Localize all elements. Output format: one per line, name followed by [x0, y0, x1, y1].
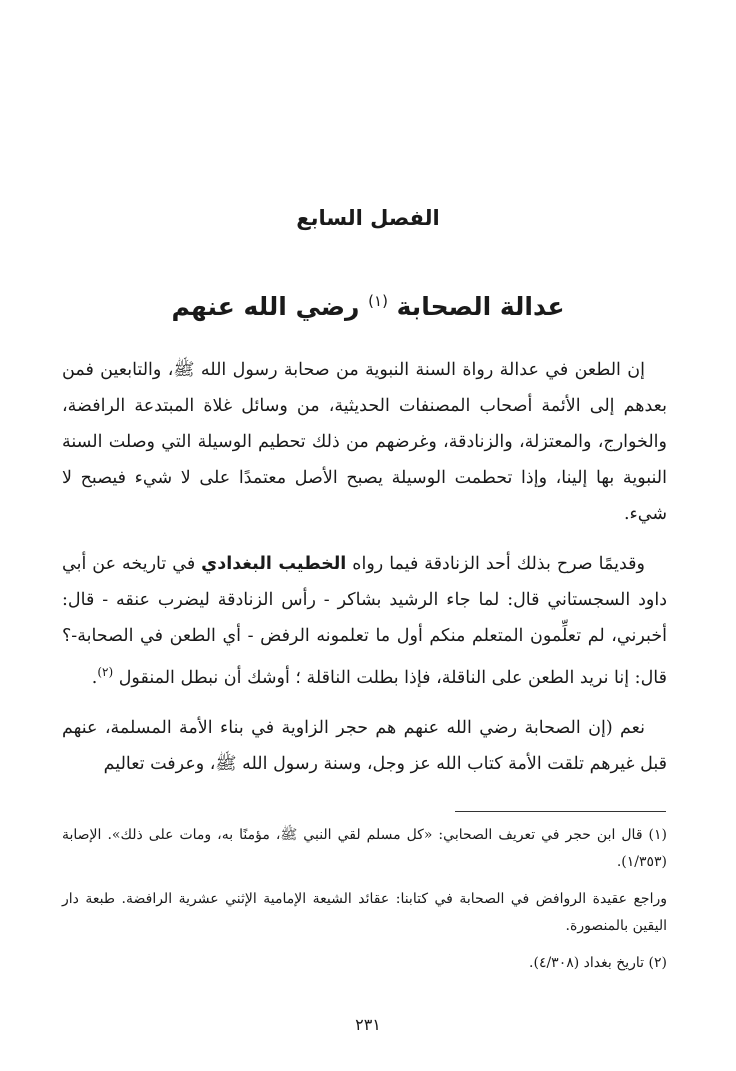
paragraph-3: نعم (إن الصحابة رضي الله عنهم هم حجر الزاوية في بناء الأمة المسلمة، عنهم قبل غيرهم تلقت الأمة كتاب الله عز وجل، وسنة رسول الله ﷺ، وعرفت تعاليم — [62, 718, 667, 774]
footnotes — [62, 822, 667, 987]
footnote-2: (٢) تاريخ بغداد (٤/٣٠٨). — [529, 955, 667, 971]
scholar-name: الخطيب البغدادي — [201, 554, 347, 574]
body-text — [62, 352, 667, 796]
footnote-ref-2: (٢) — [97, 665, 114, 679]
footnote-1: (١) قال ابن حجر في تعريف الصحابي: «كل مسلم لقي النبي ﷺ، مؤمنًا به، ومات على ذلك». الإصابة (١/٣٥٣). — [62, 827, 667, 870]
chapter-title — [0, 280, 736, 328]
chapter-title-main: عدالة الصحابة — [396, 292, 565, 321]
footnote-1-continued: وراجع عقيدة الروافض في الصحابة في كتابنا: عقائد الشيعة الإمامية الإثني عشرية الرافضة. طبعة دار اليقين بالمنصورة. — [62, 891, 667, 934]
footnote-ref-1: (١) — [368, 292, 388, 310]
paragraph-2-start: وقديمًا صرح بذلك أحد الزنادقة فيما رواه — [352, 554, 645, 574]
chapter-title-tail: رضي الله عنهم — [171, 292, 360, 321]
paragraph-1: إن الطعن في عدالة رواة السنة النبوية من صحابة رسول الله ﷺ، والتابعين فمن بعدهم إلى الأئمة أصحاب المصنفات الحديثية، من وسائل غلاة المبتدعة الرافضة، والخوارج، والمعتزلة، والزنادقة، وغرضهم من ذلك تحطيم الوسيلة التي وصلت السنة النبوية بها إلينا، وإذا تحطمت الوسيلة يصبح الأصل معتمدًا على لا شيء فيصبح لا شيء. — [62, 360, 667, 524]
footnote-separator — [455, 811, 666, 812]
paragraph-2-end: في تاريخه عن أبي داود السجستاني قال: لما جاء الرشيد بشاكر - رأس الزنادقة ليضرب عنقه - قال: أخبرني، لم تعلِّمون المتعلم منكم أول ما تعلمونه الرفض - أي الطعن في الصحابة-؟ قال: إنا نريد الطعن على الناقلة، فإذا بطلت الناقلة ؛ أوشك أن نبطل المنقول — [62, 554, 667, 688]
page-number: ٢٣١ — [355, 1015, 381, 1034]
paragraph-2-stop: . — [91, 668, 98, 688]
paragraph-2 — [62, 546, 667, 696]
chapter-label: الفصل السابع — [296, 206, 440, 230]
